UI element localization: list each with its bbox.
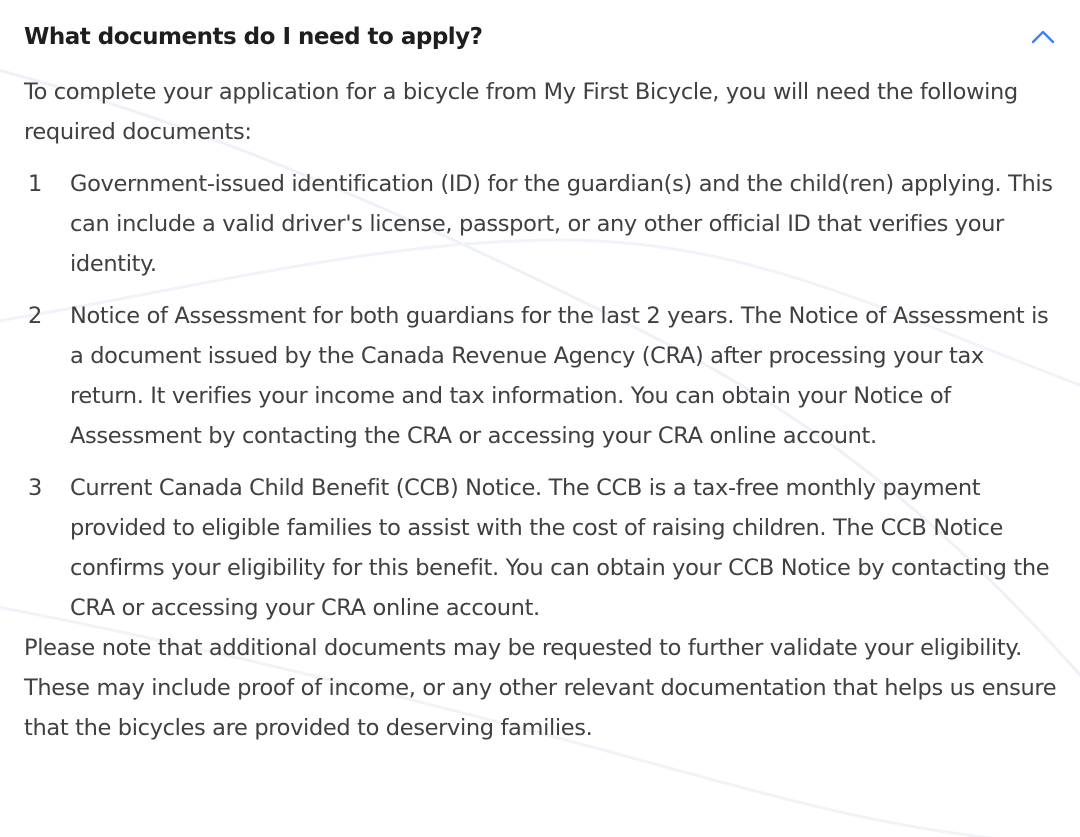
chevron-up-icon[interactable] bbox=[1028, 22, 1058, 52]
faq-question: What documents do I need to apply? bbox=[24, 24, 483, 50]
list-item-number: 3 bbox=[28, 475, 42, 501]
list-item bbox=[24, 296, 1064, 456]
list-item-text: Notice of Assessment for both guardians for the last 2 years. The Notice of Assessment is a document issued by the Canada Revenue Agency (CRA) after processing your tax return. It verifies your income and tax information. You can obtain your Notice of Assessment by contacting the CRA or accessing your CRA online account. bbox=[70, 303, 1049, 449]
required-documents-list bbox=[24, 164, 1064, 628]
list-item bbox=[24, 164, 1064, 284]
answer-intro: To complete your application for a bicycle from My First Bicycle, you will need the following required documents: bbox=[24, 79, 1018, 145]
list-item-number: 1 bbox=[28, 171, 42, 197]
faq-question-header[interactable] bbox=[24, 20, 1064, 60]
list-item-text: Current Canada Child Benefit (CCB) Notice. The CCB is a tax-free monthly payment provided to eligible families to assist with the cost of raising children. The CCB Notice confirms your eligibility for this benefit. You can obtain your CCB Notice by contacting the CRA or accessing your CRA online account. bbox=[70, 475, 1050, 621]
closing-note: Please note that additional documents may be requested to further validate your eligibility. These may include proof of income, or any other relevant documentation that helps us ensure that the bicycles are provided to deserving families. bbox=[24, 635, 1057, 741]
list-item-text: Government-issued identification (ID) for the guardian(s) and the child(ren) applying. This can include a valid driver's license, passport, or any other official ID that verifies your identity. bbox=[70, 171, 1053, 277]
faq-answer bbox=[24, 72, 1064, 748]
list-item bbox=[24, 468, 1064, 628]
list-item-number: 2 bbox=[28, 303, 42, 329]
